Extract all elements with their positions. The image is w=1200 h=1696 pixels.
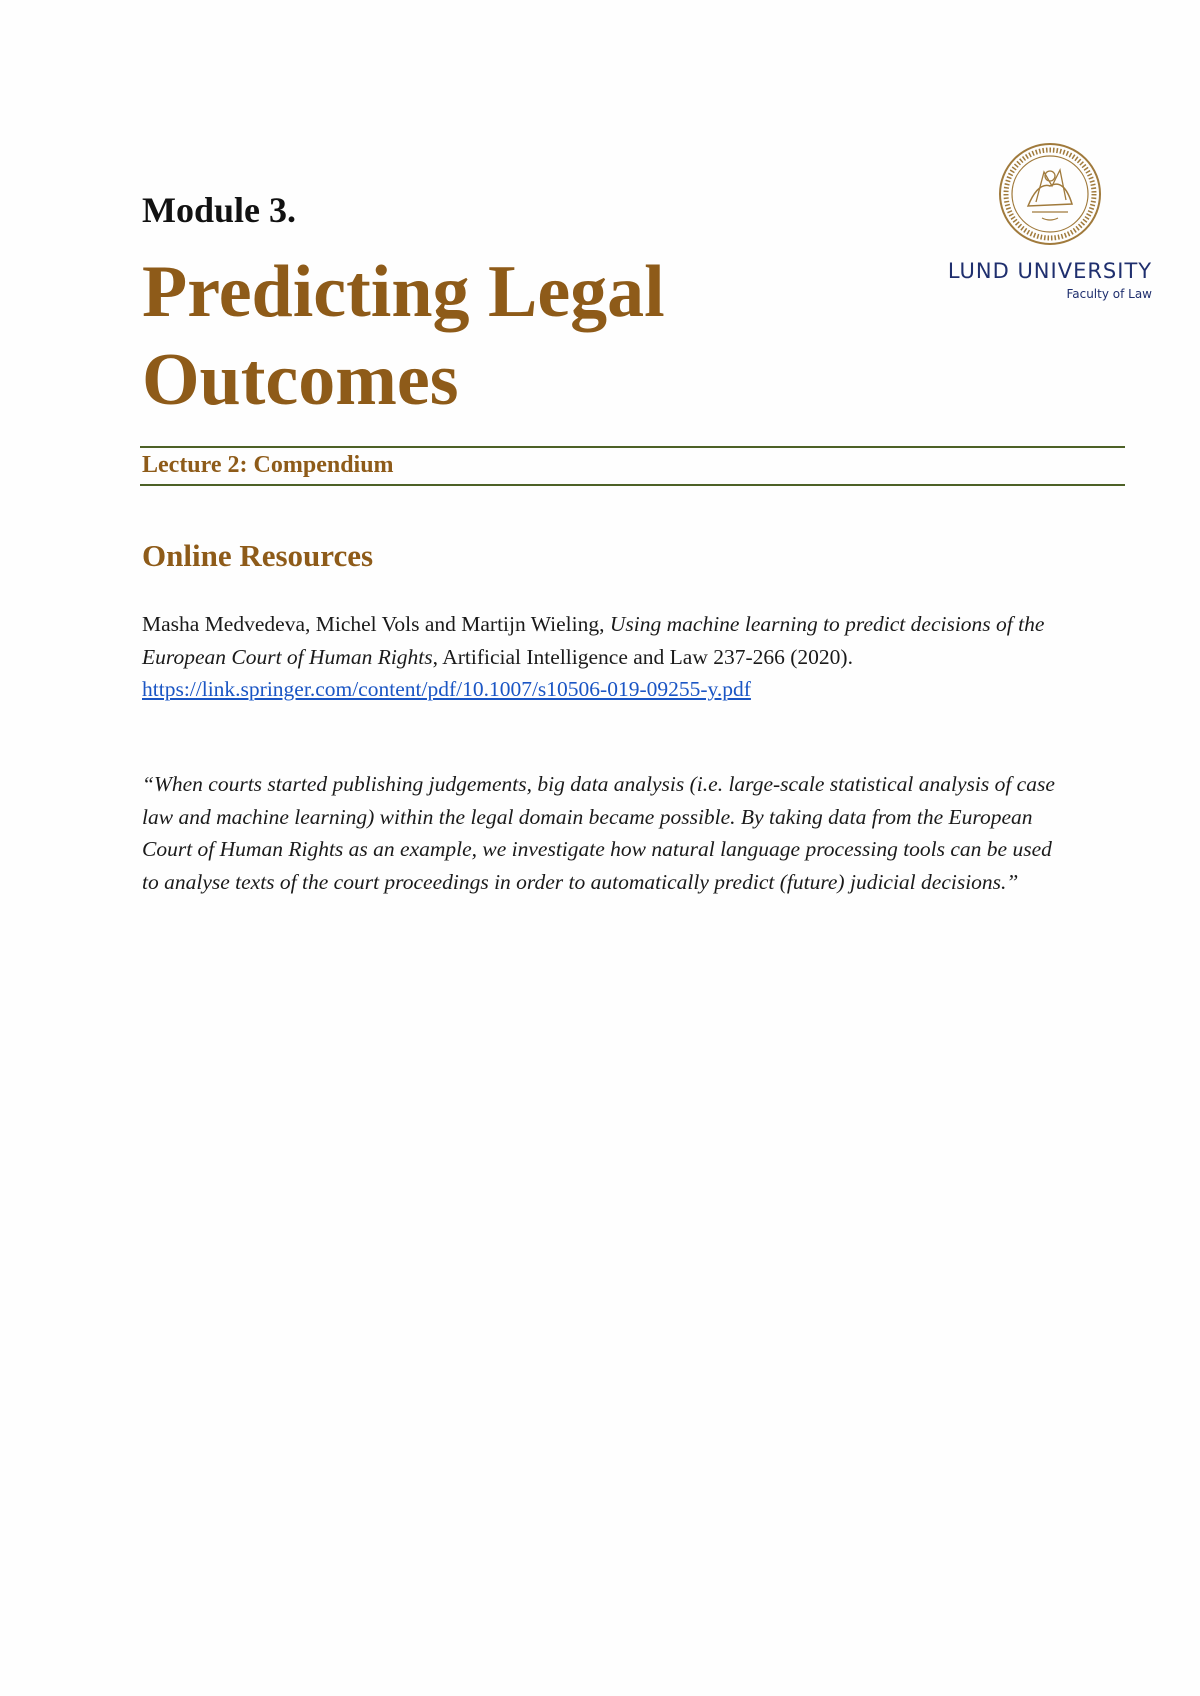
- university-logo: [940, 142, 1160, 302]
- faculty-name: Faculty of Law: [1066, 287, 1152, 301]
- university-name: LUND UNIVERSITY: [947, 259, 1153, 283]
- citation: [142, 608, 1062, 706]
- university-seal-icon: [998, 142, 1102, 246]
- divider-bottom: [140, 484, 1125, 486]
- page-title: Predicting Legal Outcomes: [142, 251, 665, 421]
- lecture-subtitle: Lecture 2: Compendium: [142, 452, 394, 478]
- citation-source: , Artificial Intelligence and Law 237-266 (2020).: [432, 644, 853, 669]
- citation-authors: Masha Medvedeva, Michel Vols and Martijn Wieling,: [142, 612, 610, 636]
- abstract-quote: “When courts started publishing judgements, big data analysis (i.e. large-scale statistical analysis of case law and machine learning) within the legal domain became possible. By taking data from the European Court of Human Rights as an example, we investigate how natural language processing tools can be used to analyse texts of the court proceedings in order to automatically predict (future) judicial decisions.”: [142, 772, 1055, 894]
- module-label: Module 3.: [142, 190, 297, 230]
- divider-top: [140, 446, 1125, 448]
- section-heading: Online Resources: [142, 538, 374, 573]
- citation-title: Using machine learning to predict decisions of the European Court of Human Rights: [142, 612, 1045, 669]
- citation-link[interactable]: https://link.springer.com/content/pdf/10.1007/s10506-019-09255-y.pdf: [142, 677, 751, 701]
